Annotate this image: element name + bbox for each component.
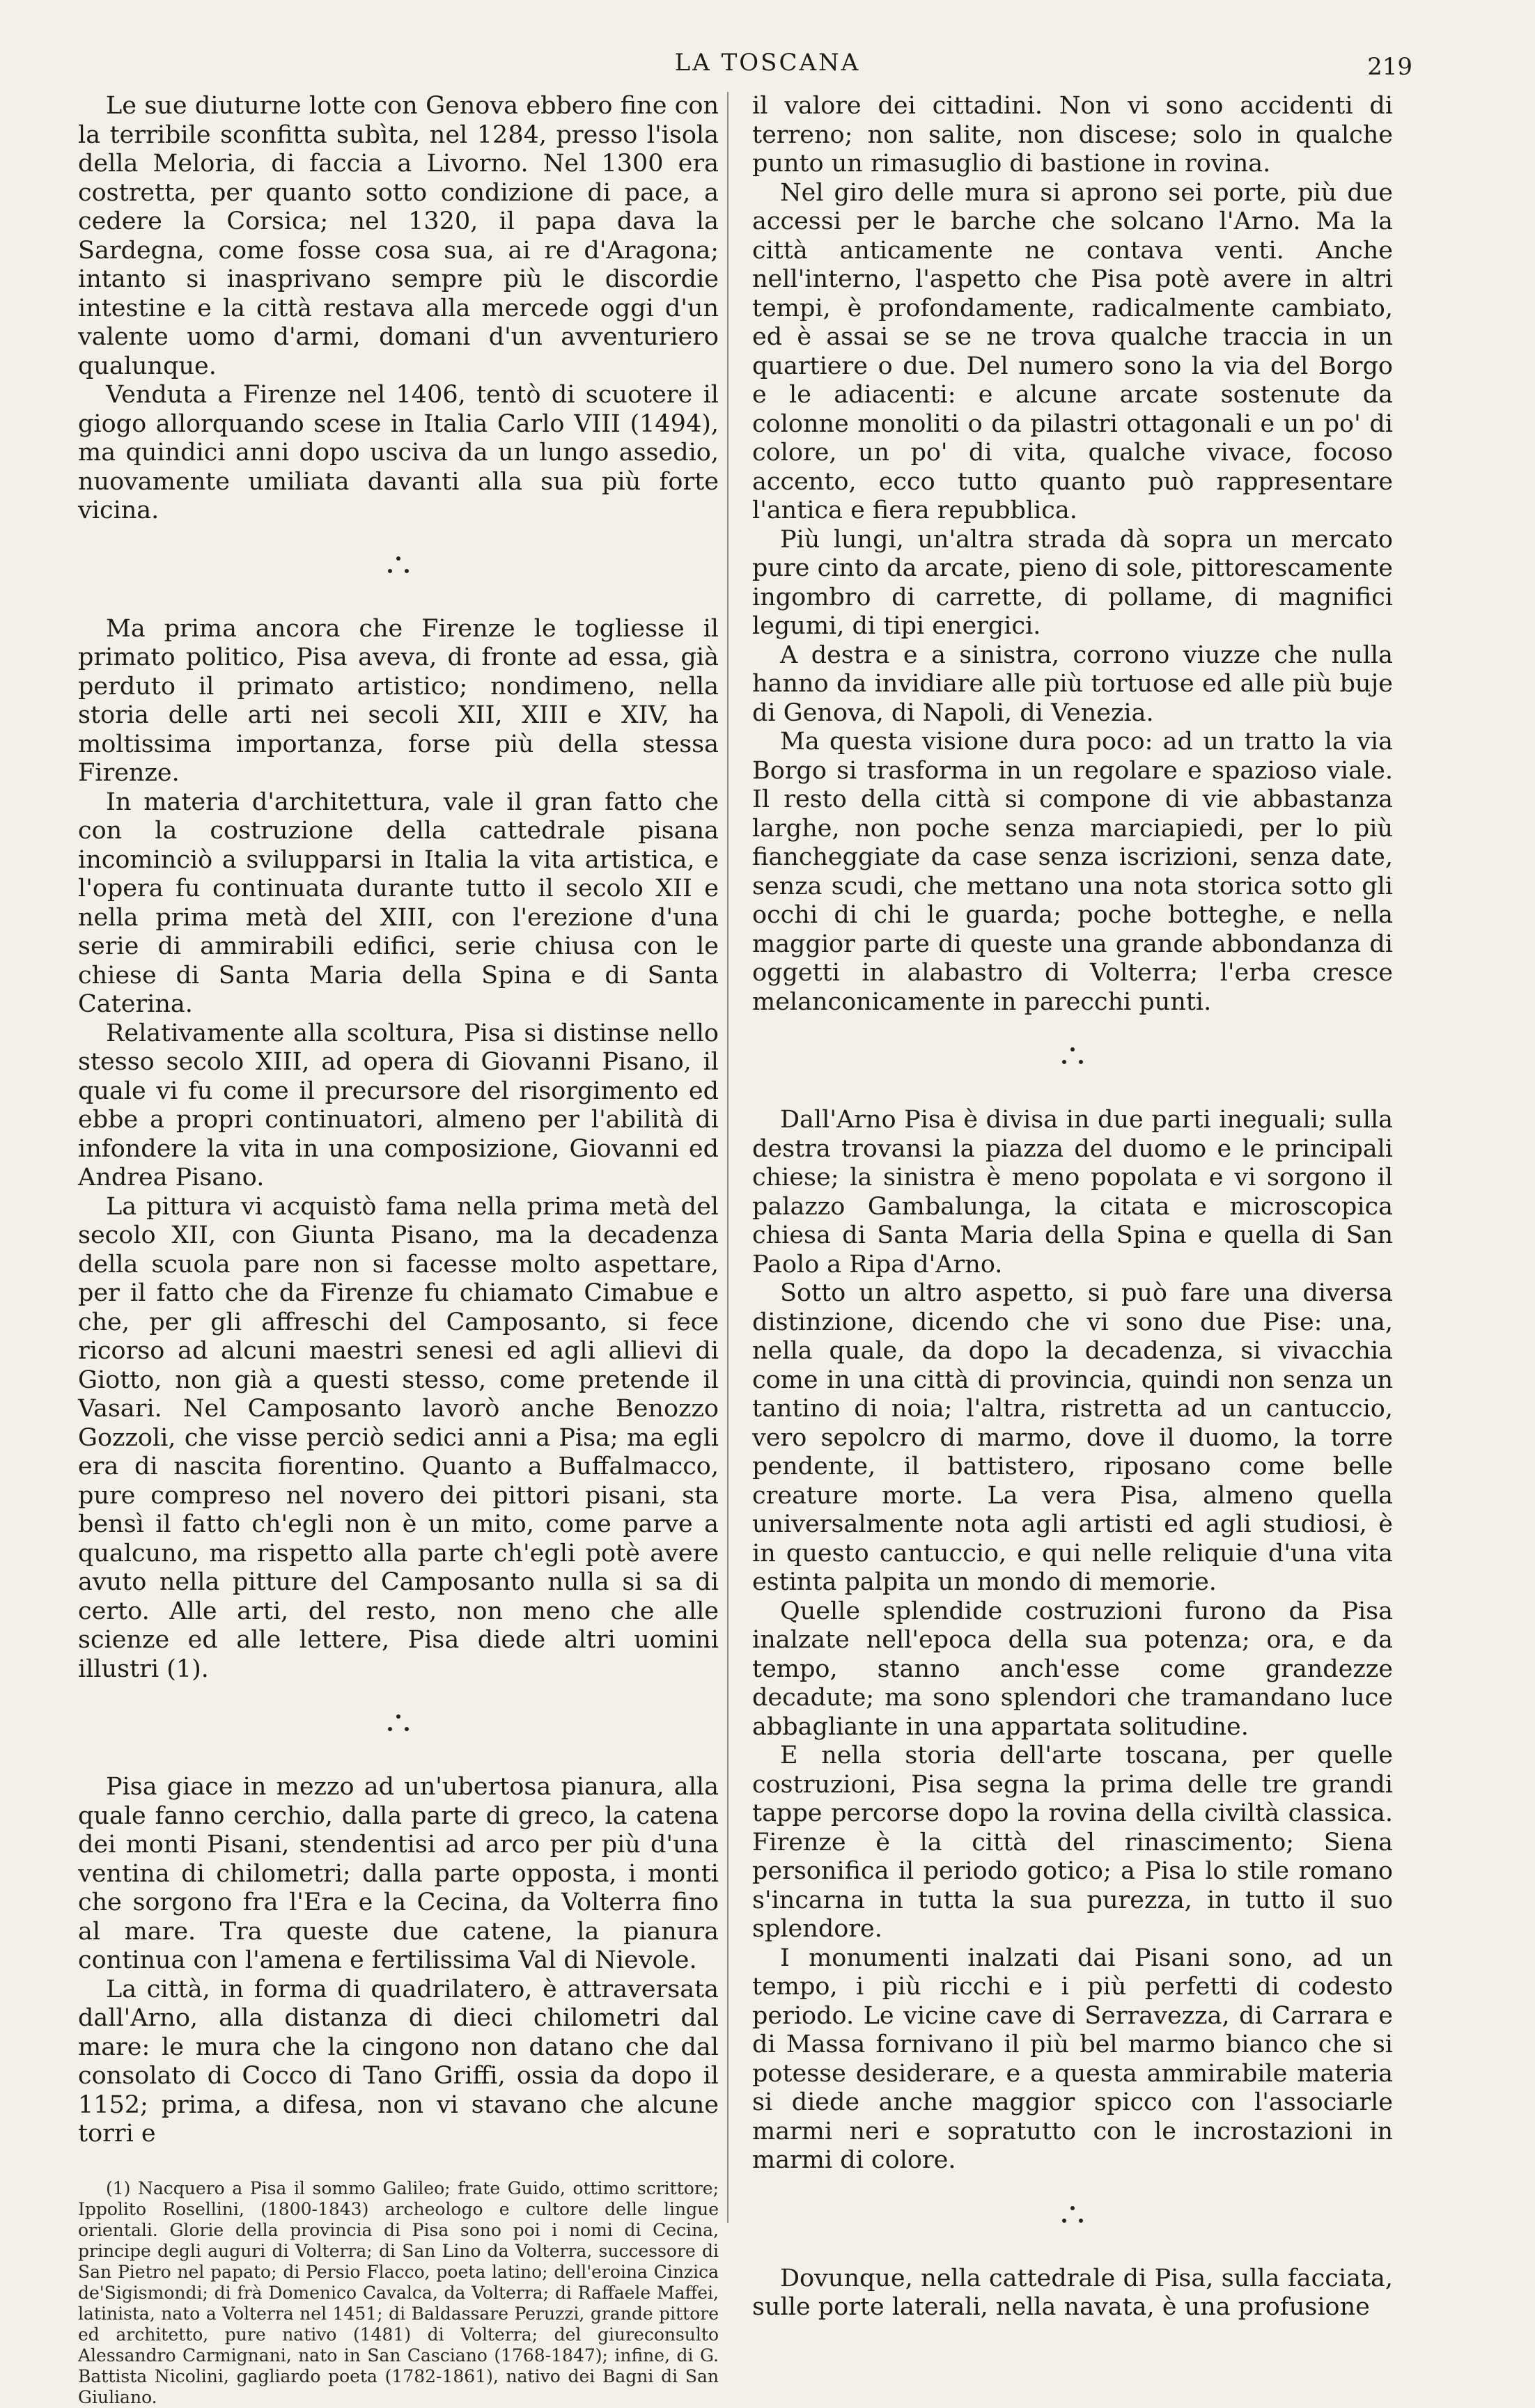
section-separator bbox=[752, 2175, 1393, 2265]
paragraph: La pittura vi acquistò fama nella prima metà del secolo XII, con Giunta Pisano, ma la decadenza della scuola pare non si facesse molto aspettare, per il fatto che da Firenze fu chiamato Cimabue e che, per gli affreschi del Camposanto, si fece ricorso ad alcuni maestri senesi ed agli allievi di Giotto, non già a questi stesso, come pretende il Vasari. Nel Camposanto lavorò anche Benozzo Gozzoli, che visse perciò sedici anni a Pisa; ma egli era di nascita fiorentino. Quanto a Buffalmacco, pure compreso nel novero dei pittori pisani, sta bensì il fatto ch'egli non è un mito, come parve a qualcuno, ma rispetto alla parte ch'egli potè avere avuto nella pitture del Camposanto nulla si sa di certo. Alle arti, del resto, non meno che alle scienze ed alle lettere, Pisa diede altri uomini illustri (1). bbox=[78, 1192, 719, 1683]
paragraph: Sotto un altro aspetto, si può fare una diversa distinzione, dicendo che vi sono due Pise: una, nella quale, da dopo la decadenza, si vivacchia come in una città di provincia, quindi non senza un tantino di noia; l'altra, ristretta ad un cantuccio, vero sepolcro di marmo, dove il duomo, la torre pendente, il battistero, riposano come belle creature morte. La vera Pisa, almeno quella universalmente nota agli artisti ed agli studiosi, è in questo cantuccio, e qui nelle reliquie d'una vita estinta palpita un mondo di memorie. bbox=[752, 1279, 1393, 1596]
paragraph: La città, in forma di quadrilatero, è attraversata dall'Arno, alla distanza di dieci chilometri dal mare: le mura che la cingono non datano che dal consolato di Cocco di Tano Griffi, ossia da dopo il 1152; prima, a difesa, non vi stavano che alcune torri e bbox=[78, 1975, 719, 2148]
paragraph: Le sue diuturne lotte con Genova ebbero fine con la terribile sconfitta subìta, nel 1284, presso l'isola della Meloria, di faccia a Livorno. Nel 1300 era costretta, per quanto sotto condizione di pace, a cedere la Corsica; nel 1320, il papa dava la Sardegna, come fosse cosa sua, ai re d'Aragona; intanto si inasprivano sempre più le discordie intestine e la città restava alla mercede oggi d'un valente uomo d'armi, domani d'un avventuriero qualunque. bbox=[78, 92, 719, 380]
right-column bbox=[752, 92, 1393, 2322]
paragraph: E nella storia dell'arte toscana, per quelle costruzioni, Pisa segna la prima delle tre grandi tappe percorse dopo la rovina della civiltà classica. Firenze è la città del rinascimento; Siena personifica il periodo gotico; a Pisa lo stile romano s'incarna in tutta la sua purezza, in tutto il suo splendore. bbox=[752, 1742, 1393, 1943]
paragraph: Dovunque, nella cattedrale di Pisa, sulla facciata, sulle porte laterali, nella navata, è una profusione bbox=[752, 2264, 1393, 2321]
paragraph: Più lungi, un'altra strada dà sopra un mercato pure cinto da arcate, pieno di sole, pittorescamente ingombro di carrette, di pollame, di magnifici legumi, di tipi energici. bbox=[752, 525, 1393, 640]
paragraph: Dall'Arno Pisa è divisa in due parti ineguali; sulla destra trovansi la piazza del duomo e le principali chiese; la sinistra è meno popolata e vi sorgono il palazzo Gambalunga, la citata e microscopica chiesa di Santa Maria della Spina e quella di San Paolo a Ripa d'Arno. bbox=[752, 1106, 1393, 1279]
column-divider bbox=[727, 92, 728, 2223]
paragraph: I monumenti inalzati dai Pisani sono, ad un tempo, i più ricchi e i più perfetti di codesto periodo. Le vicine cave di Serravezza, di Carrara e di Massa fornivano il più bel marmo bianco che si potesse desiderare, e a questa ammirabile materia si diede anche maggior spicco con l'associarle marmi neri e sopratutto con le incrostazioni in marmi di colore. bbox=[752, 1944, 1393, 2174]
section-separator bbox=[78, 526, 719, 615]
paragraph: Pisa giace in mezzo ad un'ubertosa pianura, alla quale fanno cerchio, dalla parte di greco, la catena dei monti Pisani, stendentisi ad arco per più d'una ventina di chilometri; dalla parte opposta, i monti che sorgono fra l'Era e la Cecina, da Volterra fino al mare. Tra queste due catene, la pianura continua con l'amena e fertilissima Val di Nievole. bbox=[78, 1773, 719, 1974]
section-separator bbox=[78, 1684, 719, 1773]
page-number: 219 bbox=[1367, 53, 1412, 81]
footnote: (1) Nacquero a Pisa il sommo Galileo; frate Guido, ottimo scrittore; Ippolito Rosellini, (1800-1843) archeologo e cultore delle lingue orientali. Glorie della provincia di Pisa sono poi i nomi di Cecina, principe degli auguri di Volterra; di San Lino da Volterra, successore di San Pietro nel papato; di Persio Flacco, poeta latino; dell'eroina Cinzica de'Sigismondi; di frà Domenico Cavalca, da Volterra; di Raffaele Maffei, latinista, nato a Volterra nel 1451; di Baldassare Peruzzi, grande pittore ed architetto, pure nativo (1481) di Volterra; del giureconsulto Alessandro Carmignani, nato in San Casciano (1768-1847); infine, di G. Battista Nicolini, gagliardo poeta (1782-1861), nativo dei Bagni di San Giuliano. bbox=[78, 2178, 719, 2407]
paragraph: Relativamente alla scoltura, Pisa si distinse nello stesso secolo XIII, ad opera di Giovanni Pisano, il quale vi fu come il precursore del risorgimento ed ebbe a propri continuatori, almeno per l'abilità di infondere la vita in una composizione, Giovanni ed Andrea Pisano. bbox=[78, 1019, 719, 1191]
paragraph: Nel giro delle mura si aprono sei porte, più due accessi per le barche che solcano l'Arno. Ma la città anticamente ne contava venti. Anche nell'interno, l'aspetto che Pisa potè avere in altri tempi, è profondamente, radicalmente cambiato, ed è assai se se ne trova qualche traccia in un quartiere o due. Del numero sono la via del Borgo e le adiacenti: e alcune arcate sostenute da colonne monoliti o da pilastri ottagonali e un po' di colore, un po' di vita, qualche vivace, focoso accento, ecco tutto quanto può rappresentare l'antica e fiera repubblica. bbox=[752, 178, 1393, 524]
paragraph: Ma prima ancora che Firenze le togliesse il primato politico, Pisa aveva, di fronte ad essa, già perduto il primato artistico; nondimeno, nella storia delle arti nei secoli XII, XIII e XIV, ha moltissima importanza, forse più della stessa Firenze. bbox=[78, 614, 719, 787]
running-title: LA TOSCANA bbox=[674, 49, 861, 77]
page-header bbox=[0, 49, 1535, 91]
paragraph: Quelle splendide costruzioni furono da Pisa inalzate nell'epoca della sua potenza; ora, e da tempo, stanno anch'esse come grandezze decadute; ma sono splendori che tramandano luce abbagliante in una appartata solitudine. bbox=[752, 1597, 1393, 1741]
section-separator bbox=[752, 1017, 1393, 1106]
paragraph: In materia d'architettura, vale il gran fatto che con la costruzione della cattedrale pisana incominciò a svilupparsi in Italia la vita artistica, e l'opera fu continuata durante tutto il secolo XII e nella prima metà del XIII, con l'erezione d'una serie di ammirabili edifici, serie chiusa con le chiese di Santa Maria della Spina e di Santa Caterina. bbox=[78, 788, 719, 1018]
paragraph: il valore dei cittadini. Non vi sono accidenti di terreno; non salite, non discese; solo in qualche punto un rimasuglio di bastione in rovina. bbox=[752, 92, 1393, 178]
left-column bbox=[78, 92, 719, 2408]
paragraph: A destra e a sinistra, corrono viuzze che nulla hanno da invidiare alle più tortuose ed alle più buje di Genova, di Napoli, di Venezia. bbox=[752, 641, 1393, 727]
paragraph: Ma questa visione dura poco: ad un tratto la via Borgo si trasforma in un regolare e spazioso viale. Il resto della città si compone di vie abbastanza larghe, non poche senza marciapiedi, per lo più fiancheggiate da case senza iscrizioni, senza date, senza scudi, che mettano una nota storica sotto gli occhi di chi le guarda; poche botteghe, e nella maggior parte di queste una grande abbondanza di oggetti in alabastro di Volterra; l'erba cresce melanconicamente in parecchi punti. bbox=[752, 728, 1393, 1016]
paragraph: Venduta a Firenze nel 1406, tentò di scuotere il giogo allorquando scese in Italia Carlo VIII (1494), ma quindici anni dopo usciva da un lungo assedio, nuovamente umiliata davanti alla sua più forte vicina. bbox=[78, 381, 719, 524]
